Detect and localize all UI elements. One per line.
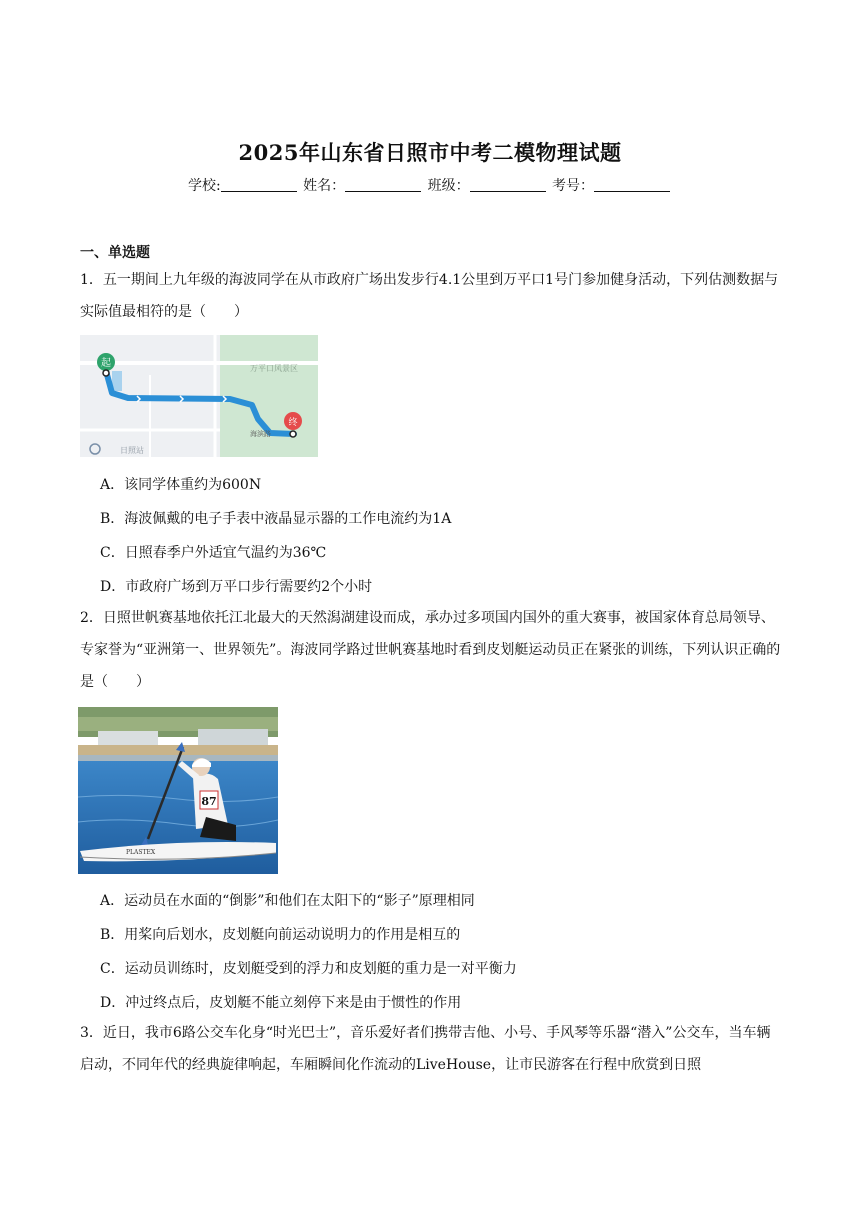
question-1-option-c: C．日照春季户外适宜气温约为36℃ — [100, 545, 327, 561]
number-blank — [594, 177, 670, 192]
question-2-stem: 2．日照世帆赛基地依托江北最大的天然潟湖建设而成，承办过多项国内国外的重大赛事，被国家体育总局领导、专家誉为“亚洲第一、世界领先”。海波同学路过世帆赛基地时看到皮划艇运动员正在紧张的训练，下列认识正确的是（ ） — [80, 610, 781, 690]
name-blank — [345, 177, 421, 192]
question-3-stem: 3．近日，我市6路公交车化身“时光巴士”，音乐爱好者们携带吉他、小号、手风琴等乐器“潜入”公交车，当车辆启动，不同年代的经典旋律响起，车厢瞬间化作流动的LiveHouse，让市民游客在行程中欣赏到日照 — [80, 1025, 771, 1073]
student-info-line — [0, 175, 860, 195]
school-label: 学校: — [187, 178, 221, 194]
question-1-stem: 1．五一期间上九年级的海波同学在从市政府广场出发步行4.1公里到万平口1号门参加健身活动，下列估测数据与实际值最相符的是（ ） — [80, 272, 779, 320]
question-2-option-d: D．冲过终点后，皮划艇不能立刻停下来是由于惯性的作用 — [100, 995, 462, 1011]
class-label: 班级： — [427, 178, 470, 194]
name-label: 姓名： — [303, 178, 346, 194]
bib-number: 87 — [201, 795, 217, 808]
kayak-photo-svg — [78, 707, 278, 874]
end-marker-text: 终 — [288, 418, 298, 428]
start-marker-text: 起 — [101, 358, 111, 369]
number-label: 考号： — [552, 178, 595, 194]
question-2-option-c: C．运动员训练时，皮划艇受到的浮力和皮划艇的重力是一对平衡力 — [100, 961, 517, 977]
question-2-option-b: B．用桨向后划水，皮划艇向前运动说明力的作用是相互的 — [100, 927, 461, 943]
school-blank — [221, 177, 297, 192]
question-1-option-b: B．海波佩戴的电子手表中液晶显示器的工作电流约为1A — [100, 511, 452, 527]
map-label-park: 万平口风景区 — [250, 364, 298, 373]
question-2-option-a: A．运动员在水面的“倒影”和他们在太阳下的“影子”原理相同 — [100, 893, 475, 909]
kayak-photo-image — [78, 707, 278, 874]
svg-text:PLASTEX: PLASTEX — [126, 849, 156, 856]
exam-title: 2025年山东省日照市中考二模物理试题 — [238, 140, 622, 165]
map-label-street: 海滨路 — [250, 430, 271, 438]
route-map-image — [80, 335, 318, 457]
question-1-option-a: A．该同学体重约为600N — [100, 477, 262, 493]
question-1-option-d: D．市政府广场到万平口步行需要约2个小时 — [100, 579, 373, 595]
map-label-station: 日照站 — [120, 446, 144, 455]
class-blank — [470, 177, 546, 192]
section-heading: 一、单选题 — [80, 245, 150, 261]
route-map-svg — [80, 335, 318, 457]
